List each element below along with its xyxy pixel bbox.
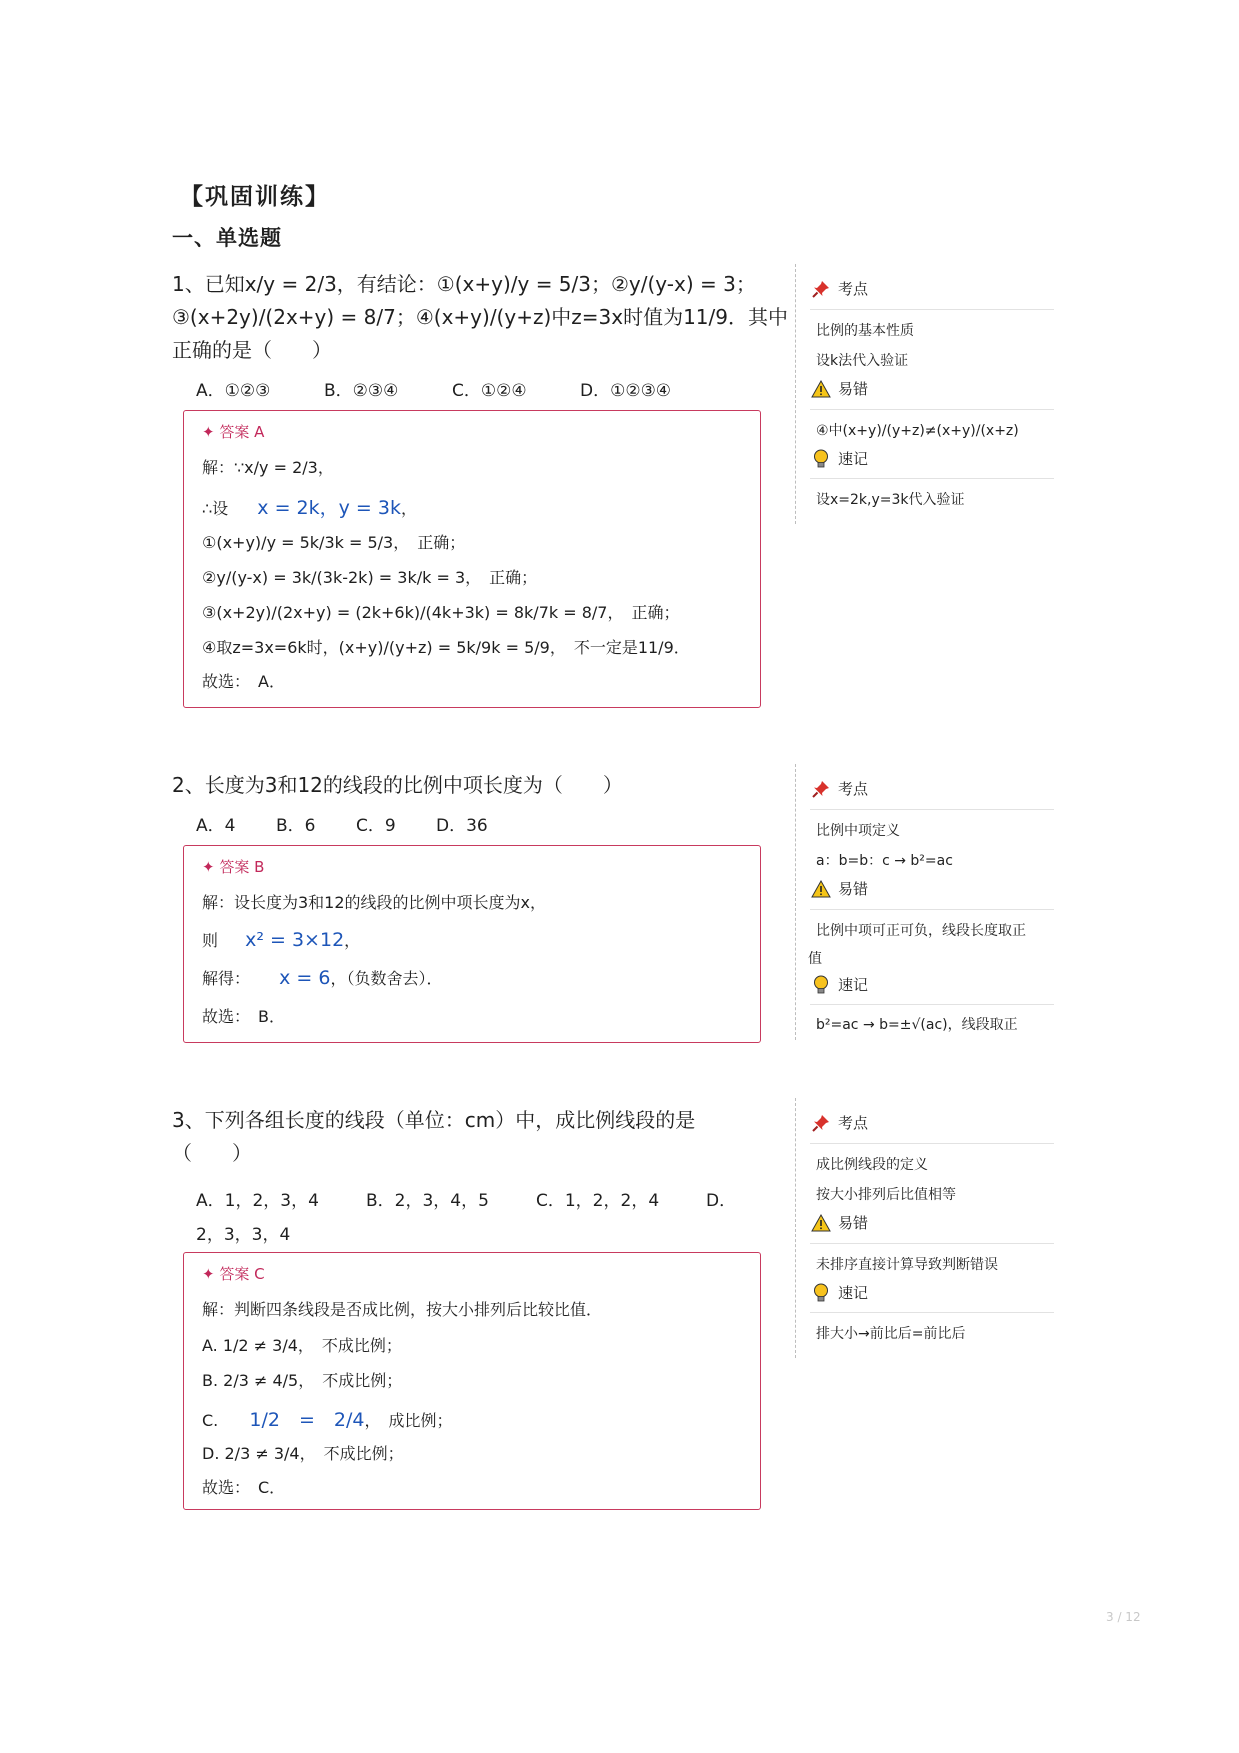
option-b[interactable]: B．2，3，4，5 (366, 1191, 489, 1211)
note-text: ④中(x+y)/(y+z)≠(x+y)/(x+z) (816, 423, 1019, 439)
note-text: 未排序直接计算导致判断错误 (816, 1257, 998, 1273)
q2-side-notes (795, 764, 1054, 1040)
divider (810, 1312, 1054, 1313)
pushpin-icon (810, 1113, 832, 1133)
option-c[interactable]: C．9 (356, 816, 396, 836)
note-text: 成比例线段的定义 (816, 1157, 928, 1173)
note-text: b²=ac → b=±√(ac)，线段取正 (816, 1017, 1018, 1033)
q3-side-notes (795, 1098, 1054, 1358)
q3-answer-box (183, 1252, 761, 1510)
solution-text: ， 成比例； (364, 1411, 453, 1430)
solution-text: ， (344, 931, 361, 950)
q1-stem-line: ③(x+2y)/(2x+y) = 8/7；④(x+y)/(y+z)中z=3x时值为11/9．其中 (172, 305, 788, 329)
note-text: 设k法代入验证 (816, 353, 909, 369)
option-a[interactable]: A．①②③ (196, 381, 271, 401)
solution-line: 解：∵x/y = 2/3， (202, 458, 334, 477)
page-number: 3 / 12 (1106, 1610, 1141, 1624)
q3-option-d-values (196, 1220, 290, 1245)
solution-line: D. 2/3 ≠ 3/4， 不成比例； (202, 1444, 404, 1463)
solution-line: ③(x+2y)/(2x+y) = (2k+6k)/(4k+3k) = 8k/7k = 8/7， 正确； (202, 603, 680, 622)
pushpin-icon (810, 779, 832, 799)
option-a[interactable]: A．1，2，3，4 (196, 1191, 319, 1211)
solution-line: ①(x+y)/y = 5k/3k = 5/3， 正确； (202, 533, 466, 552)
option-d[interactable]: D． (706, 1191, 737, 1211)
divider (810, 478, 1054, 479)
q1-stem-line: 1、已知x/y = 2/3，有结论：①(x+y)/y = 5/3；②y/(y-x) = 3； (172, 272, 756, 296)
lightbulb-icon (810, 975, 832, 995)
note-text: 比例中项可正可负，线段长度取正 (816, 923, 1026, 939)
warning-icon (810, 879, 832, 899)
note-text: 按大小排列后比值相等 (816, 1187, 956, 1203)
section-title: 一、单选题 (172, 226, 282, 250)
divider (810, 1243, 1054, 1244)
q3-stem-line: （ ） (172, 1141, 252, 1165)
divider (810, 309, 1054, 310)
q2-options (196, 811, 488, 836)
note-text: a：b=b：c → b²=ac (816, 853, 953, 869)
highlight-formula: x² = 3×12 (245, 929, 345, 951)
page-heading: 【巩固训练】 (180, 184, 330, 210)
solution-line: ②y/(y-x) = 3k/(3k-2k) = 3k/k = 3， 正确； (202, 568, 538, 587)
lightbulb-icon (810, 449, 832, 469)
option-d[interactable]: D．36 (436, 816, 488, 836)
suji-heading: 速记 (810, 974, 868, 995)
option-d-values: 2，3，3，4 (196, 1225, 291, 1245)
q1-side-notes (795, 264, 1054, 524)
highlight-formula: x = 6 (279, 967, 331, 989)
highlight-formula: x = 2k，y = 3k (257, 497, 401, 519)
solution-line: 解：判断四条线段是否成比例，按大小排列后比较比值． (202, 1300, 603, 1319)
solution-line (202, 966, 442, 989)
solution-line: ④取z=3x=6k时，(x+y)/(y+z) = 5k/9k = 5/9， 不一定是11/9． (202, 638, 690, 657)
q2-stem-line: 2、长度为3和12的线段的比例中项长度为（ ） (172, 773, 623, 797)
pushpin-icon (810, 279, 832, 299)
option-c[interactable]: C．1，2，2，4 (536, 1191, 660, 1211)
note-text: 值 (808, 951, 822, 967)
solution-line (202, 928, 360, 951)
solution-line: A. 1/2 ≠ 3/4， 不成比例； (202, 1336, 402, 1355)
lightbulb-icon (810, 1283, 832, 1303)
divider (810, 1004, 1054, 1005)
q1-stem (172, 268, 788, 367)
kaodian-heading: 考点 (810, 278, 868, 299)
divider (810, 409, 1054, 410)
solution-text: 则 (202, 931, 219, 950)
solution-line (202, 1405, 452, 1432)
divider (810, 809, 1054, 810)
q3-options (196, 1186, 736, 1211)
answer-label: ✦ 答案 C (202, 1265, 265, 1283)
solution-line (202, 493, 417, 520)
solution-line: 故选： B． (202, 1007, 285, 1026)
q2-stem (172, 769, 623, 802)
kaodian-heading: 考点 (810, 1112, 868, 1133)
yicuo-heading: 易错 (810, 1212, 868, 1233)
solution-text: ， (400, 499, 417, 518)
highlight-formula: 1/2 = 2/4 (249, 1409, 365, 1431)
solution-text: ，（负数舍去）． (330, 969, 443, 988)
solution-text: ∴设 (202, 499, 229, 518)
solution-line: B. 2/3 ≠ 4/5， 不成比例； (202, 1371, 403, 1390)
q3-stem (172, 1104, 695, 1170)
yicuo-heading: 易错 (810, 378, 868, 399)
solution-text: C. (202, 1411, 219, 1430)
suji-heading: 速记 (810, 448, 868, 469)
note-text: 比例的基本性质 (816, 323, 914, 339)
solution-line: 解：设长度为3和12的线段的比例中项长度为x， (202, 893, 547, 912)
note-text: 比例中项定义 (816, 823, 900, 839)
note-text: 设x=2k,y=3k代入验证 (816, 492, 965, 508)
q1-stem-line: 正确的是（ ） (172, 338, 332, 362)
answer-label: ✦ 答案 B (202, 858, 265, 876)
solution-line: 故选： A． (202, 672, 285, 691)
option-c[interactable]: C．①②④ (452, 381, 527, 401)
solution-text: 解得： (202, 969, 251, 988)
warning-icon (810, 379, 832, 399)
answer-label: ✦ 答案 A (202, 423, 265, 441)
q2-answer-box (183, 845, 761, 1043)
kaodian-heading: 考点 (810, 778, 868, 799)
solution-line: 故选： C． (202, 1478, 286, 1497)
note-text: 排大小→前比后=前比后 (816, 1326, 966, 1342)
divider (810, 1143, 1054, 1144)
yicuo-heading: 易错 (810, 878, 868, 899)
divider (810, 909, 1054, 910)
option-b[interactable]: B．6 (276, 816, 316, 836)
suji-heading: 速记 (810, 1282, 868, 1303)
warning-icon (810, 1213, 832, 1233)
option-d[interactable]: D．①②③④ (580, 381, 672, 401)
q1-options (196, 376, 671, 401)
q1-answer-box (183, 410, 761, 708)
option-a[interactable]: A．4 (196, 816, 236, 836)
option-b[interactable]: B．②③④ (324, 381, 399, 401)
q3-stem-line: 3、下列各组长度的线段（单位：cm）中，成比例线段的是 (172, 1108, 696, 1132)
